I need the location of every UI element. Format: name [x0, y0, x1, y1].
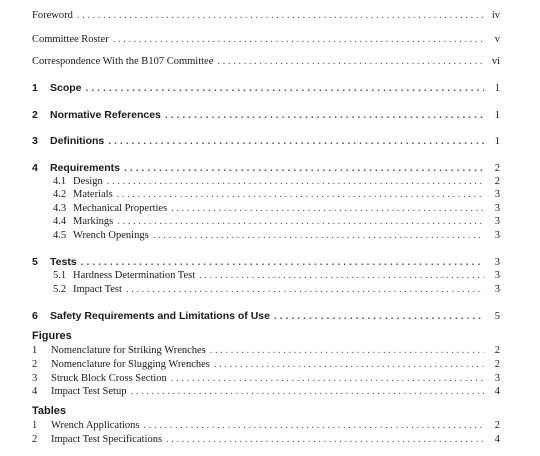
subsection-page: 3: [494, 203, 500, 214]
section-page: 3: [494, 257, 500, 268]
section-page: 2: [494, 163, 500, 174]
toc-figure-entry[interactable]: [32, 386, 500, 398]
toc-figure-entry[interactable]: [32, 359, 500, 371]
subsection-number: 4.4: [53, 216, 67, 227]
figure-page: 2: [494, 359, 500, 370]
figure-page: 4: [494, 386, 500, 397]
dot-leader: [153, 230, 484, 242]
subsection-label: Wrench Openings: [73, 230, 149, 241]
table-page: 2: [494, 420, 500, 431]
table-number: 2: [32, 434, 38, 445]
subsection-number: 5.2: [53, 284, 67, 295]
figure-number: 1: [32, 345, 38, 356]
figure-number: 4: [32, 386, 38, 397]
subsection-label: Impact Test: [73, 284, 122, 295]
dot-leader: [165, 109, 484, 121]
subsection-label: Design: [73, 176, 103, 187]
section-page: 1: [494, 110, 500, 121]
toc-subsection-design[interactable]: [32, 176, 500, 188]
dot-leader: [113, 34, 484, 46]
section-label: Definitions: [50, 135, 105, 147]
subsection-page: 2: [494, 176, 500, 187]
subsection-label: Markings: [73, 216, 114, 227]
entry-page: iv: [491, 10, 500, 21]
toc-section-scope[interactable]: [32, 82, 500, 95]
subsection-number: 4.5: [53, 230, 67, 241]
dot-leader: [77, 10, 484, 22]
toc-figure-entry[interactable]: [32, 373, 500, 385]
subsection-number: 4.2: [53, 189, 67, 200]
dot-leader: [81, 256, 484, 268]
dot-leader: [126, 284, 484, 296]
toc-section-definitions[interactable]: [32, 135, 500, 148]
table-page: 4: [494, 434, 500, 445]
table-label: Wrench Applications: [51, 420, 140, 431]
toc-subsection-impact-test[interactable]: [32, 284, 500, 296]
dot-leader: [108, 135, 484, 147]
section-label: Normative References: [50, 109, 161, 121]
toc-subsection-markings[interactable]: [32, 216, 500, 228]
figure-label: Impact Test Setup: [51, 386, 127, 397]
toc-figure-entry[interactable]: [32, 345, 500, 357]
toc-section-safety[interactable]: [32, 310, 500, 323]
section-number: 6: [32, 310, 38, 322]
figure-label: Struck Block Cross Section: [51, 373, 167, 384]
figure-number: 2: [32, 359, 38, 370]
toc-subsection-wrench-openings[interactable]: [32, 230, 500, 242]
entry-page: vi: [491, 56, 500, 67]
figure-label: Nomenclature for Striking Wrenches: [51, 345, 206, 356]
section-page: 1: [494, 83, 500, 94]
toc-subsection-materials[interactable]: [32, 189, 500, 201]
dot-leader: [214, 359, 484, 371]
dot-leader: [107, 176, 484, 188]
toc-entry-foreword[interactable]: [32, 10, 500, 22]
figure-number: 3: [32, 373, 38, 384]
subsection-number: 4.3: [53, 203, 67, 214]
subsection-label: Mechanical Properties: [73, 203, 168, 214]
toc-section-tests[interactable]: [32, 256, 500, 269]
section-label: Safety Requirements and Limitations of Use: [50, 310, 270, 322]
toc-subsection-mechanical-properties[interactable]: [32, 203, 500, 215]
subsection-page: 3: [494, 270, 500, 281]
subsection-page: 3: [494, 189, 500, 200]
toc-table-entry[interactable]: [32, 420, 500, 432]
subsection-label: Hardness Determination Test: [73, 270, 196, 281]
table-number: 1: [32, 420, 38, 431]
section-page: 1: [494, 136, 500, 147]
section-number: 1: [32, 82, 38, 94]
dot-leader: [171, 373, 484, 385]
entry-label: Correspondence With the B107 Committee: [32, 56, 214, 67]
dot-leader: [124, 162, 484, 174]
section-page: 5: [494, 311, 500, 322]
dot-leader: [117, 216, 484, 228]
section-number: 4: [32, 162, 38, 174]
entry-label: Committee Roster: [32, 34, 109, 45]
section-label: Scope: [50, 82, 82, 94]
subsection-number: 4.1: [53, 176, 67, 187]
section-label: Requirements: [50, 162, 121, 174]
subsection-page: 3: [494, 284, 500, 295]
toc-subsection-hardness-test[interactable]: [32, 270, 500, 282]
toc-section-requirements[interactable]: [32, 162, 500, 175]
subsection-number: 5.1: [53, 270, 67, 281]
section-number: 2: [32, 109, 38, 121]
dot-leader: [117, 189, 484, 201]
toc-entry-committee-roster[interactable]: [32, 34, 500, 46]
toc-section-normative-references[interactable]: [32, 109, 500, 122]
figure-label: Nomenclature for Slugging Wrenches: [51, 359, 210, 370]
dot-leader: [130, 386, 484, 398]
subsection-label: Materials: [73, 189, 113, 200]
dot-leader: [144, 420, 484, 432]
dot-leader: [171, 203, 484, 215]
dot-leader: [274, 310, 484, 322]
dot-leader: [217, 56, 484, 68]
dot-leader: [166, 434, 484, 446]
figure-page: 3: [494, 373, 500, 384]
dot-leader: [199, 270, 484, 282]
toc-table-entry[interactable]: [32, 434, 500, 446]
subsection-page: 3: [494, 216, 500, 227]
entry-page: v: [494, 34, 500, 45]
table-label: Impact Test Specifications: [51, 434, 163, 445]
dot-leader: [86, 82, 484, 94]
section-number: 3: [32, 135, 38, 147]
section-number: 5: [32, 256, 38, 268]
dot-leader: [210, 345, 484, 357]
toc-entry-correspondence[interactable]: [32, 56, 500, 68]
entry-label: Foreword: [32, 10, 73, 21]
tables-heading: Tables: [32, 405, 67, 417]
section-label: Tests: [50, 256, 77, 268]
figures-heading: Figures: [32, 330, 72, 342]
figure-page: 2: [494, 345, 500, 356]
subsection-page: 3: [494, 230, 500, 241]
